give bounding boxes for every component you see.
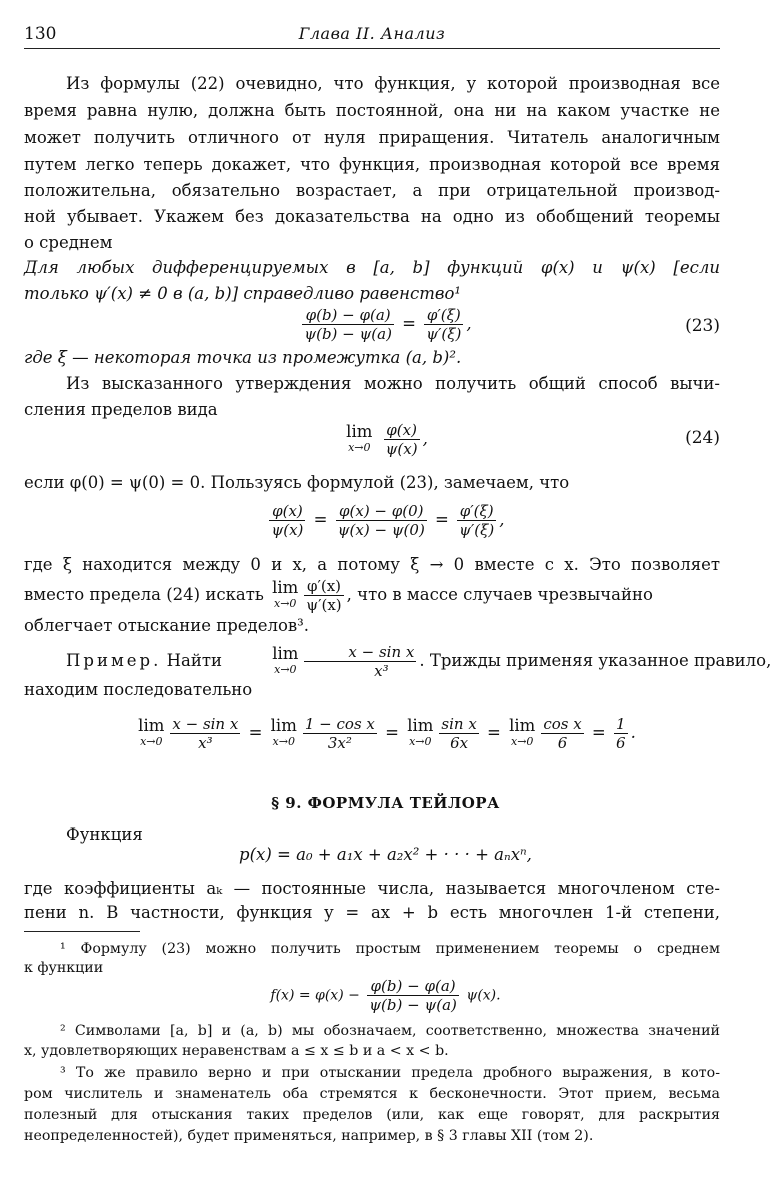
footnote-equation: f(x) = φ(x) − $\frac{\varphi(b) - \varphi(a)}{\psi(b) - \psi(a)}$ ψ(x). [270, 977, 501, 1014]
para2-line: сления пределов вида [24, 400, 218, 419]
running-header [24, 14, 720, 49]
footnote-3: ³ То же правило верно и при отыскании предела дробного выражения, в кото- [60, 1065, 720, 1081]
fraction: $\frac{\varphi(b) - \varphi(a)}{\psi(b) - \psi(a)}$ [369, 977, 457, 1014]
section-heading: § 9. ФОРМУЛА ТЕЙЛОРА [271, 794, 500, 812]
fraction: $\frac{\text{cos x}}{6}$ [543, 715, 582, 752]
fraction: $\frac{\varphi'(\xi)}{\psi'(\xi)}$ [459, 502, 495, 539]
para4-line: где коэффициенты aₖ — постоянные числа, называется многочленом сте- [24, 879, 720, 898]
equation-23: $\frac{\varphi(b) - \varphi(a)}{\psi(b) - \psi(a)}$ = $\frac{\varphi'(\xi)}{\psi'(\xi)}$ , [304, 306, 472, 343]
fraction: $\frac{\varphi'(\xi)}{\psi'(\xi)}$ [426, 306, 462, 343]
equation-24: lim x→0 $\frac{\varphi(x)}{\psi(x)}$ , [346, 421, 428, 458]
limit-operator: lim x→0 [346, 421, 373, 454]
fraction: $\frac{\varphi(b) - \varphi(a)}{\psi(b) - \psi(a)}$ [304, 306, 392, 343]
limit-operator: lim x→0 [272, 577, 299, 610]
equation-ratio-chain: $\frac{\varphi(x)}{\psi(x)}$ = $\frac{\varphi(x) - \varphi(0)}{\psi(x) - \psi(0)}$ = $\frac{\varphi'(\xi)}{\psi'(\xi)}$ , [271, 502, 505, 539]
limit-operator: lim x→0 [272, 643, 299, 676]
page-number: 130 [24, 24, 57, 44]
footnote-2-line: x, удовлетворяющих неравенствам a ≤ x ≤ b и a < x < b. [24, 1043, 449, 1059]
para3-line: облегчает отыскание пределов³. [24, 616, 310, 635]
limit-operator: lim x→0 [138, 715, 165, 748]
footnote-1-line: к функции [24, 960, 104, 976]
chapter-title: Глава II. Анализ [298, 24, 446, 43]
example-label: Пример. [66, 651, 162, 670]
where-line: где ξ — некоторая точка из промежутка (a, b)². [24, 348, 462, 367]
fraction: $\frac{\text{x − sin x}}{\text{x³}}$ [172, 715, 239, 752]
footnote-3-line: ром числитель и знаменатель оба стремятся к бесконечности. Этот прием, весьма [24, 1086, 720, 1102]
function-word: Функция [66, 825, 143, 844]
para1-line: время равна нулю, должна быть постоянной, она ни на каком участке не [24, 101, 720, 120]
para1-line: положительна, обязательно возрастает, а при отрицательной производ- [24, 181, 720, 200]
equation-number: (24) [685, 428, 720, 448]
example-line: Пример. Найти lim x→0 $\frac{\text{x − sin x}}{\text{x³}}$ . Трижды применяя указанное правило, [66, 643, 771, 680]
para2-line: Из высказанного утверждения можно получить общий способ вычи- [66, 374, 720, 393]
para1-line: путем легко теперь докажет, что функция, производная которой все время [24, 155, 720, 174]
para1-line: о среднем [24, 233, 113, 252]
fraction: $\frac{\text{1 − cos x}}{\text{3x²}}$ [304, 715, 375, 752]
para4-line: пени n. В частности, функция y = ax + b есть многочлен 1-й степени, [24, 903, 720, 922]
fraction: $\frac{\varphi'(x)}{\psi'(x)}$ [306, 577, 342, 614]
para1-line: Из формулы (22) очевидно, что функция, у которой производная все [66, 74, 720, 93]
para1-line: ной убывает. Укажем без доказательства на одно из обобщений теоремы [24, 207, 720, 226]
example-line: находим последовательно [24, 680, 253, 699]
theorem-line: Для любых дифференцируемых в [a, b] функций φ(x) и ψ(x) [если [24, 258, 720, 277]
footnote-rule [24, 931, 140, 932]
footnote-1: ¹ Формулу (23) можно получить простым применением теоремы о среднем [60, 941, 720, 957]
footnote-3-line: неопределенностей), будет применяться, например, в § 3 главы XII (том 2). [24, 1128, 594, 1144]
limit-operator: lim x→0 [407, 715, 434, 748]
fraction: $\frac{\varphi(x) - \varphi(0)}{\psi(x) - \psi(0)}$ [337, 502, 425, 539]
limit-operator: lim x→0 [270, 715, 297, 748]
para1-line: может получить отличного от нуля приращения. Читатель аналогичным [24, 128, 720, 147]
equation-number: (23) [685, 316, 720, 336]
para3-line: где ξ находится между 0 и x, а потому ξ → 0 вместе с x. Это позволяет [24, 555, 720, 574]
fraction: $\frac{1}{6}$ [616, 715, 626, 752]
fraction: $\frac{\text{sin x}}{6x}$ [441, 715, 477, 752]
theorem-line: только ψ′(x) ≠ 0 в (a, b)] справедливо равенство¹ [24, 284, 462, 303]
limit-chain-equation: lim x→0 $\frac{\text{x − sin x}}{\text{x³}}$ = lim x→0 $\frac{\text{1 − cos x}}{\text{3x²}}$ = lim x→0 $\frac{\text{sin x}}{6x}$ = lim x→0 $\frac{\text{cos x}}{6}$ = $\frac{1}{6}$ . [138, 715, 636, 752]
fraction: $\frac{\varphi(x)}{\psi(x)}$ [385, 421, 418, 458]
fraction: $\frac{\text{x − sin x}}{\text{x³}}$ [304, 643, 416, 680]
para3-line-with-limit: вместо предела (24) искать lim x→0 $\frac{\varphi'(x)}{\psi'(x)}$ , что в массе случаев чрезвычайно [24, 577, 653, 614]
if-line: если φ(0) = ψ(0) = 0. Пользуясь формулой (23), замечаем, что [24, 473, 570, 492]
footnote-3-line: полезный для отыскания таких пределов (или, как еще говорят, для раскрытия [24, 1107, 720, 1123]
footnote-2: ² Символами [a, b] и (a, b) мы обозначаем, соответственно, множества значений [60, 1023, 720, 1039]
fraction: $\frac{\varphi(x)}{\psi(x)}$ [271, 502, 304, 539]
limit-operator: lim x→0 [509, 715, 536, 748]
polynomial-equation: p(x) = a₀ + a₁x + a₂x² + · · · + aₙxⁿ, [239, 845, 532, 864]
